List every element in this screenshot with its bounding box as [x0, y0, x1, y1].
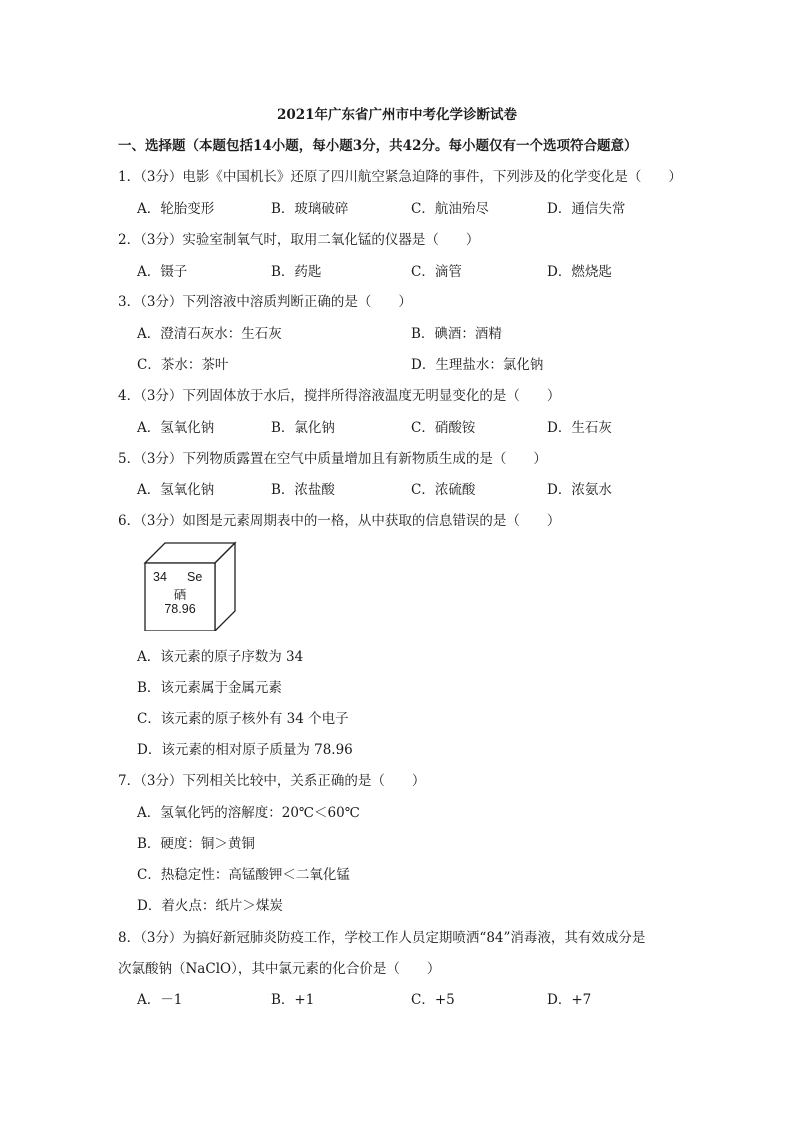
option: A．澄清石灰水：生石灰 — [137, 326, 282, 342]
option: D．燃烧匙 — [547, 264, 612, 280]
option: A．氢氧化钠 — [137, 482, 215, 498]
atomic-mass: 78.96 — [164, 602, 196, 616]
option: D．通信失常 — [547, 201, 626, 217]
option: C．热稳定性：高锰酸钾＜二氧化锰 — [137, 867, 350, 883]
option: B．硬度：铜＞黄铜 — [137, 836, 255, 852]
page-title: 2021年广东省广州市中考化学诊断试卷 — [276, 107, 518, 123]
option: A．氢氧化钠 — [137, 420, 215, 436]
option: B．该元素属于金属元素 — [137, 680, 282, 696]
option: A．－1 — [137, 992, 183, 1008]
option: D．该元素的相对原子质量为 78.96 — [137, 742, 353, 758]
question-stem: 2．（3分）实验室制氧气时，取用二氧化锰的仪器是（ ） — [118, 232, 480, 248]
option: B．碘酒：酒精 — [411, 326, 502, 342]
option: B．氯化钠 — [271, 420, 335, 436]
option: B．浓盐酸 — [271, 482, 335, 498]
element-name: 硒 — [173, 588, 187, 602]
section-heading: 一、选择题（本题包括14小题，每小题3分，共42分。每小题仅有一个选项符合题意） — [118, 138, 638, 154]
option: C．航油殆尽 — [411, 201, 489, 217]
question-stem-continued: 次氯酸钠（NaClO），其中氯元素的化合价是（ ） — [118, 961, 441, 977]
option: A．氢氧化钙的溶解度：20℃＜60℃ — [137, 805, 360, 821]
option: D．生理盐水：氯化钠 — [411, 357, 544, 373]
question-stem: 8．（3分）为搞好新冠肺炎防疫工作，学校工作人员定期喷洒“84”消毒液，其有效成分是 — [118, 930, 646, 946]
option: C．茶水：茶叶 — [137, 357, 229, 373]
option: D．+7 — [547, 992, 592, 1008]
option: C．+5 — [411, 992, 455, 1008]
question-stem: 6．（3分）如图是元素周期表中的一格，从中获取的信息错误的是（ ） — [118, 513, 561, 529]
option: A．轮胎变形 — [137, 201, 215, 217]
option: D．着火点：纸片＞煤炭 — [137, 898, 283, 914]
option: D．生石灰 — [547, 420, 612, 436]
atomic-number: 34 — [153, 570, 167, 584]
option: A．镊子 — [137, 264, 188, 280]
question-stem: 1．（3分）电影《中国机长》还原了四川航空紧急迫降的事件，下列涉及的化学变化是（ ） — [118, 169, 682, 185]
option: B．+1 — [271, 992, 315, 1008]
option: D．浓氨水 — [547, 482, 612, 498]
question-stem: 7．（3分）下列相关比较中，关系正确的是（ ） — [118, 773, 426, 789]
option: C．滴管 — [411, 264, 462, 280]
question-stem: 4．（3分）下列固体放于水后，搅拌所得溶液温度无明显变化的是（ ） — [118, 388, 561, 404]
question-stem: 5．（3分）下列物质露置在空气中质量增加且有新物质生成的是（ ） — [118, 451, 547, 467]
option: B．玻璃破碎 — [271, 201, 349, 217]
element-symbol: Se — [187, 570, 203, 584]
option: C．浓硫酸 — [411, 482, 476, 498]
option: C．该元素的原子核外有 34 个电子 — [137, 711, 349, 727]
option: A．该元素的原子序数为 34 — [137, 649, 304, 665]
periodic-table-cell — [143, 541, 243, 631]
option: C．硝酸铵 — [411, 420, 476, 436]
option: B．药匙 — [271, 264, 322, 280]
question-stem: 3．（3分）下列溶液中溶质判断正确的是（ ） — [118, 294, 412, 310]
